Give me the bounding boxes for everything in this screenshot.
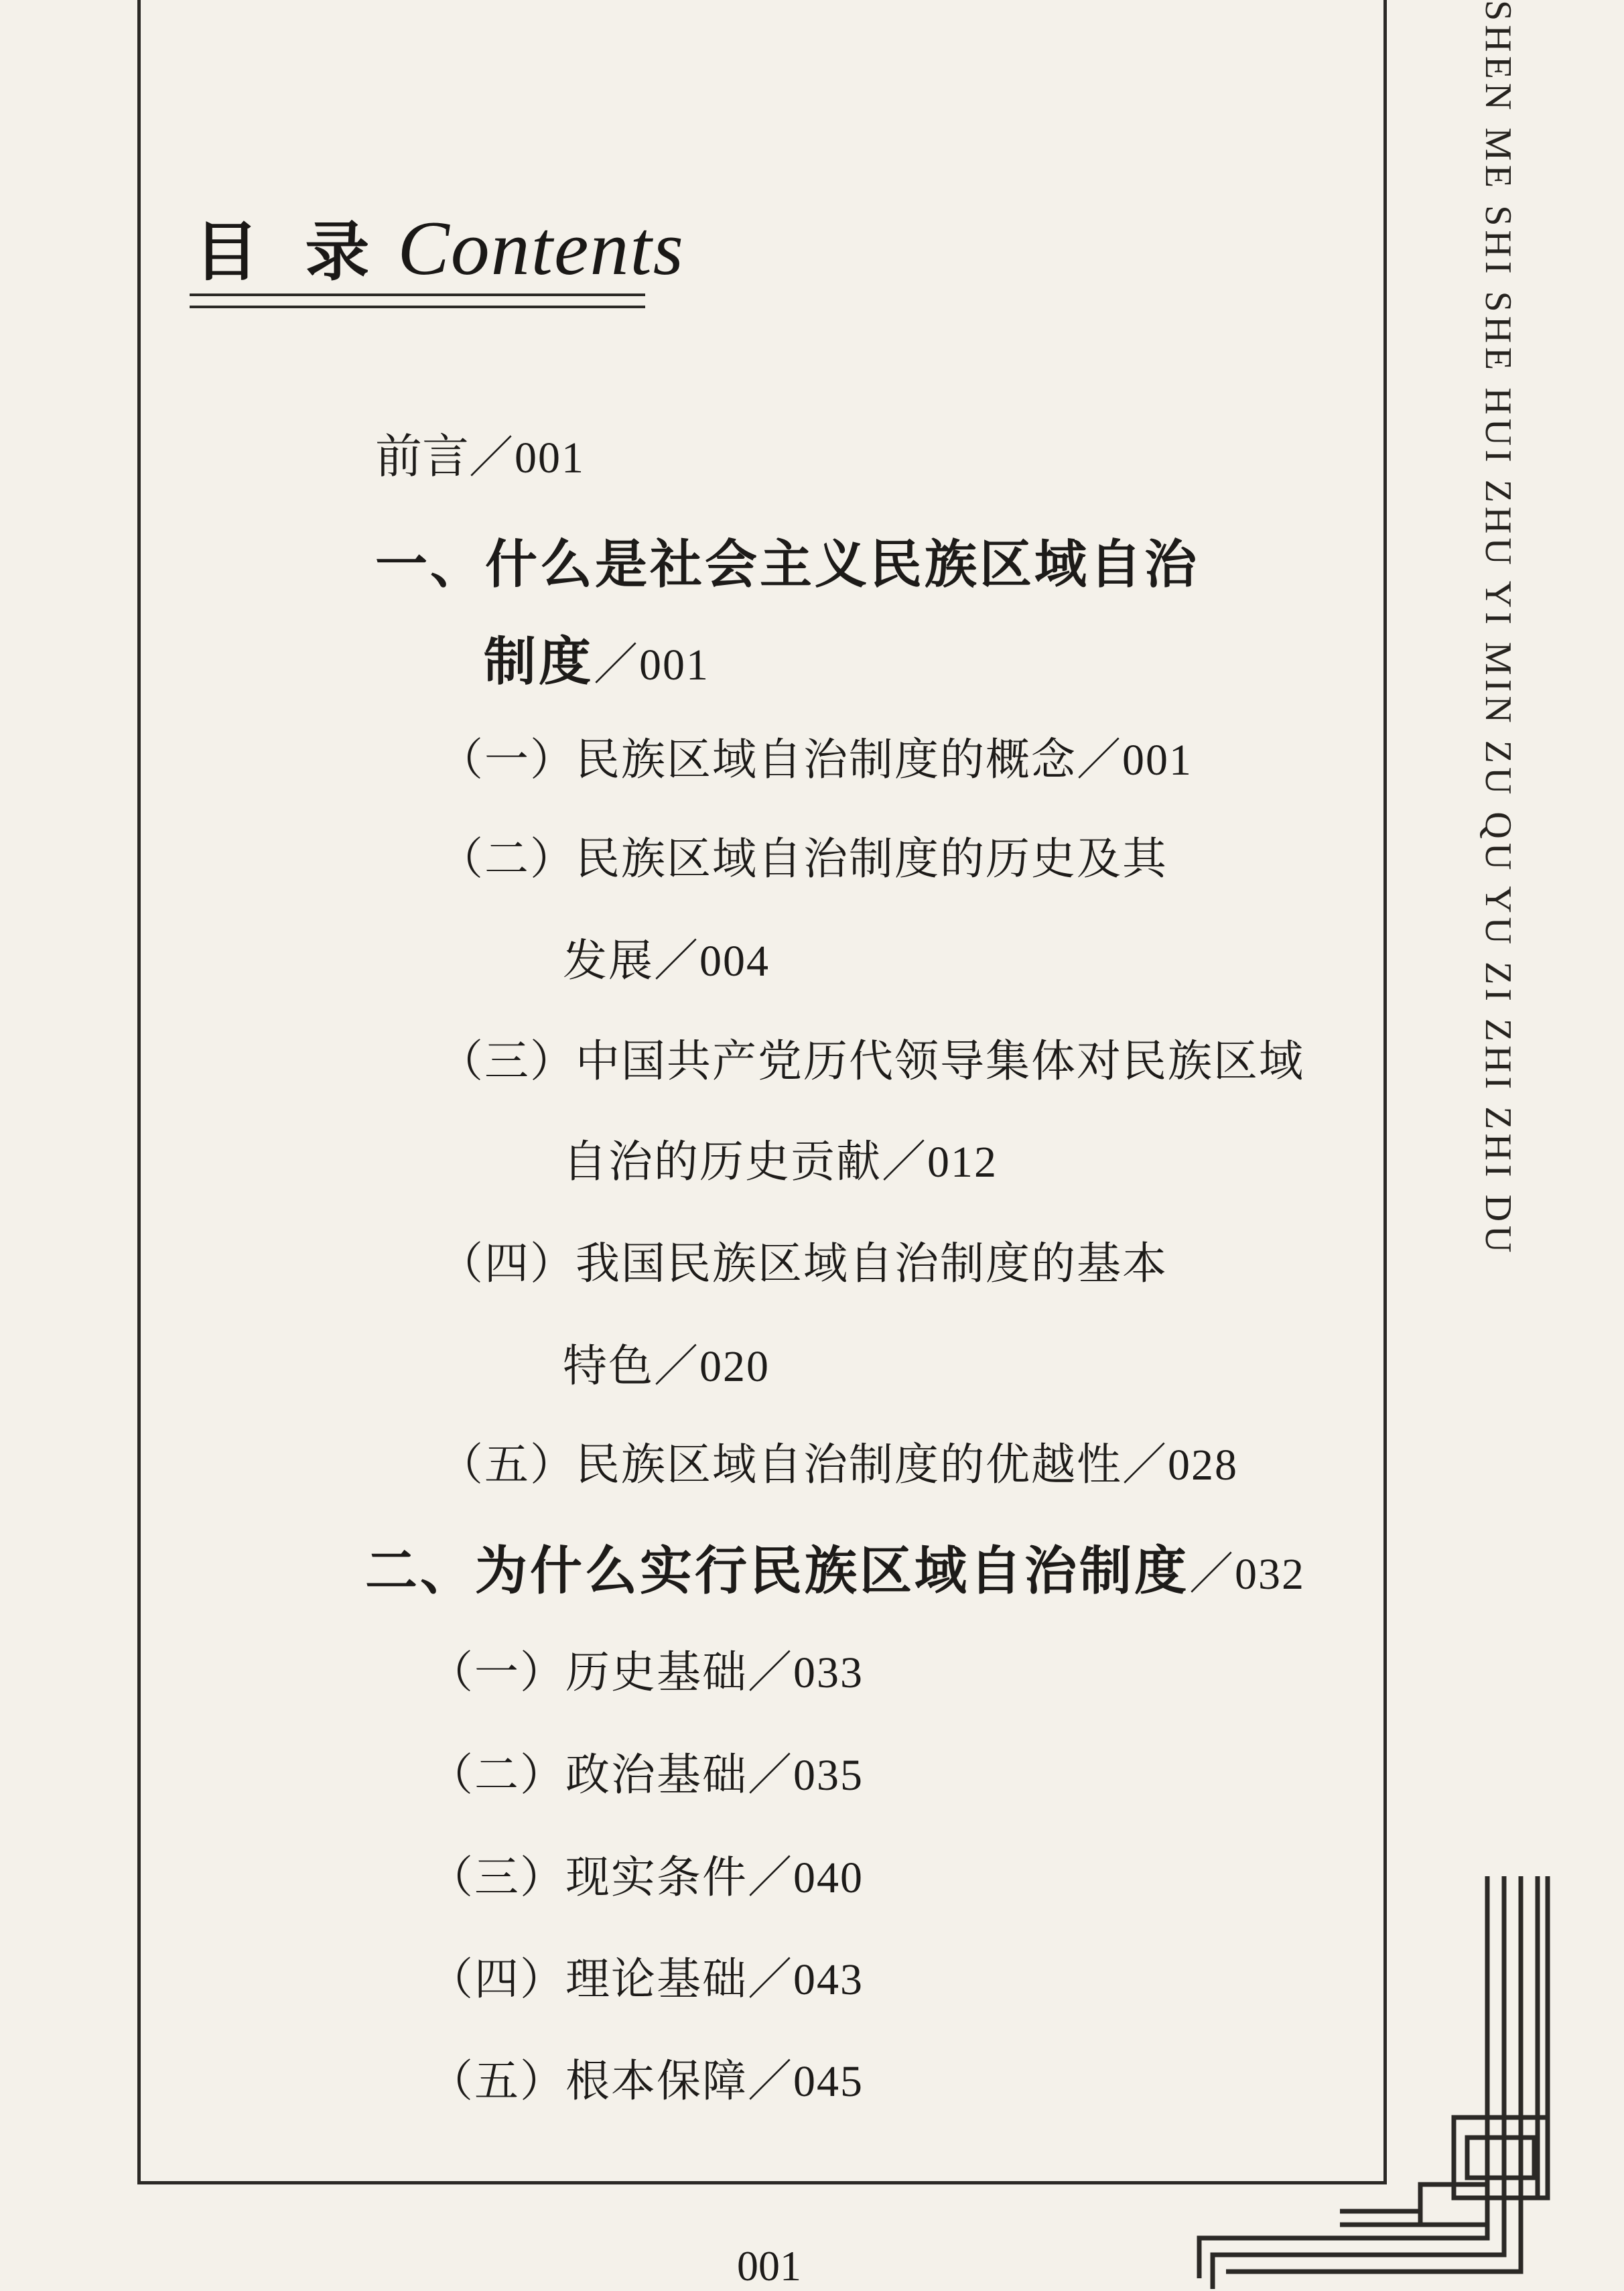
toc-section-2-1[interactable] <box>429 1636 864 1700</box>
toc-section-2-3[interactable] <box>429 1841 864 1905</box>
toc-entry-text: 二、为什么实行民族区域自治制度 <box>365 1541 1190 1601</box>
toc-entry-page: ／043 <box>748 1955 864 2004</box>
toc-entry-page: ／012 <box>882 1138 998 1187</box>
toc-entry-text: （三）中国共产党历代领导集体对民族区域 <box>439 1035 1304 1087</box>
toc-entry-text: （一）民族区域自治制度的概念 <box>439 734 1077 785</box>
spine-text: SHEN ME SHI SHE HUI ZHU YI MIN ZU QU YU ZI ZHI ZHI DU <box>1477 0 1519 1257</box>
toc-section-1-5[interactable] <box>439 1429 1238 1492</box>
toc-section-1-3[interactable] <box>439 1025 1304 1089</box>
toc-entry-text: （二）民族区域自治制度的历史及其 <box>439 833 1168 885</box>
toc-entry-text: 一、什么是社会主义民族区域自治 <box>375 534 1200 595</box>
toc-entry-page: ／045 <box>748 2057 864 2106</box>
toc-section-1-2-cont[interactable] <box>563 925 770 988</box>
toc-entry-page: ／033 <box>748 1648 864 1697</box>
toc-entry-page: ／020 <box>654 1342 770 1391</box>
toc-entry-text: （一）历史基础 <box>429 1646 748 1698</box>
toc-section-2-2[interactable] <box>429 1739 864 1803</box>
toc-entry-text: 制度 <box>484 631 594 692</box>
toc-section-2-5[interactable] <box>429 2045 864 2109</box>
spine-vertical-text <box>1466 0 1566 1374</box>
toc-entry-text: （三）现实条件 <box>429 1851 748 1903</box>
toc-entry-text: （四）我国民族区域自治制度的基本 <box>439 1238 1168 1289</box>
toc-section-1-1[interactable] <box>439 724 1193 787</box>
toc-heading <box>194 201 685 293</box>
toc-section-1-4-cont[interactable] <box>563 1330 770 1394</box>
toc-entry-page: ／001 <box>594 641 710 690</box>
toc-section-1-2[interactable] <box>439 823 1168 887</box>
toc-entry-text: 前言 <box>375 429 469 484</box>
toc-entry-text: （五）根本保障 <box>429 2055 748 2107</box>
toc-section-1-4[interactable] <box>439 1228 1168 1291</box>
toc-section-2-4[interactable] <box>429 1943 864 2007</box>
toc-entry-page: ／032 <box>1189 1550 1306 1599</box>
toc-entry-page: ／035 <box>748 1751 864 1800</box>
corner-fret-ornament <box>1139 1863 1568 2289</box>
toc-entry-text: 发展 <box>563 935 654 986</box>
toc-entry-text: （二）政治基础 <box>429 1749 748 1801</box>
toc-entry-page: ／001 <box>469 434 585 482</box>
toc-entry-page: ／040 <box>748 1853 864 1902</box>
toc-entry-text: （五）民族区域自治制度的优越性 <box>439 1439 1122 1490</box>
toc-chapter-1-cont[interactable] <box>484 620 709 695</box>
toc-entry-page: ／028 <box>1122 1441 1238 1490</box>
toc-entry-preface[interactable] <box>375 419 585 486</box>
toc-entry-page: ／001 <box>1077 736 1193 785</box>
toc-entry-text: （四）理论基础 <box>429 1953 748 2005</box>
toc-entry-text: 特色 <box>563 1340 654 1392</box>
toc-chapter-2[interactable] <box>365 1529 1305 1604</box>
toc-entry-page: ／004 <box>654 937 770 986</box>
toc-chapter-1[interactable] <box>375 523 1199 598</box>
toc-heading-en: Contents <box>397 206 685 291</box>
heading-double-rule <box>190 293 645 308</box>
toc-section-1-3-cont[interactable] <box>563 1126 998 1189</box>
toc-entry-text: 自治的历史贡献 <box>563 1136 882 1187</box>
toc-heading-cn: 目 录 <box>194 214 382 289</box>
page-number: 001 <box>737 2242 801 2290</box>
